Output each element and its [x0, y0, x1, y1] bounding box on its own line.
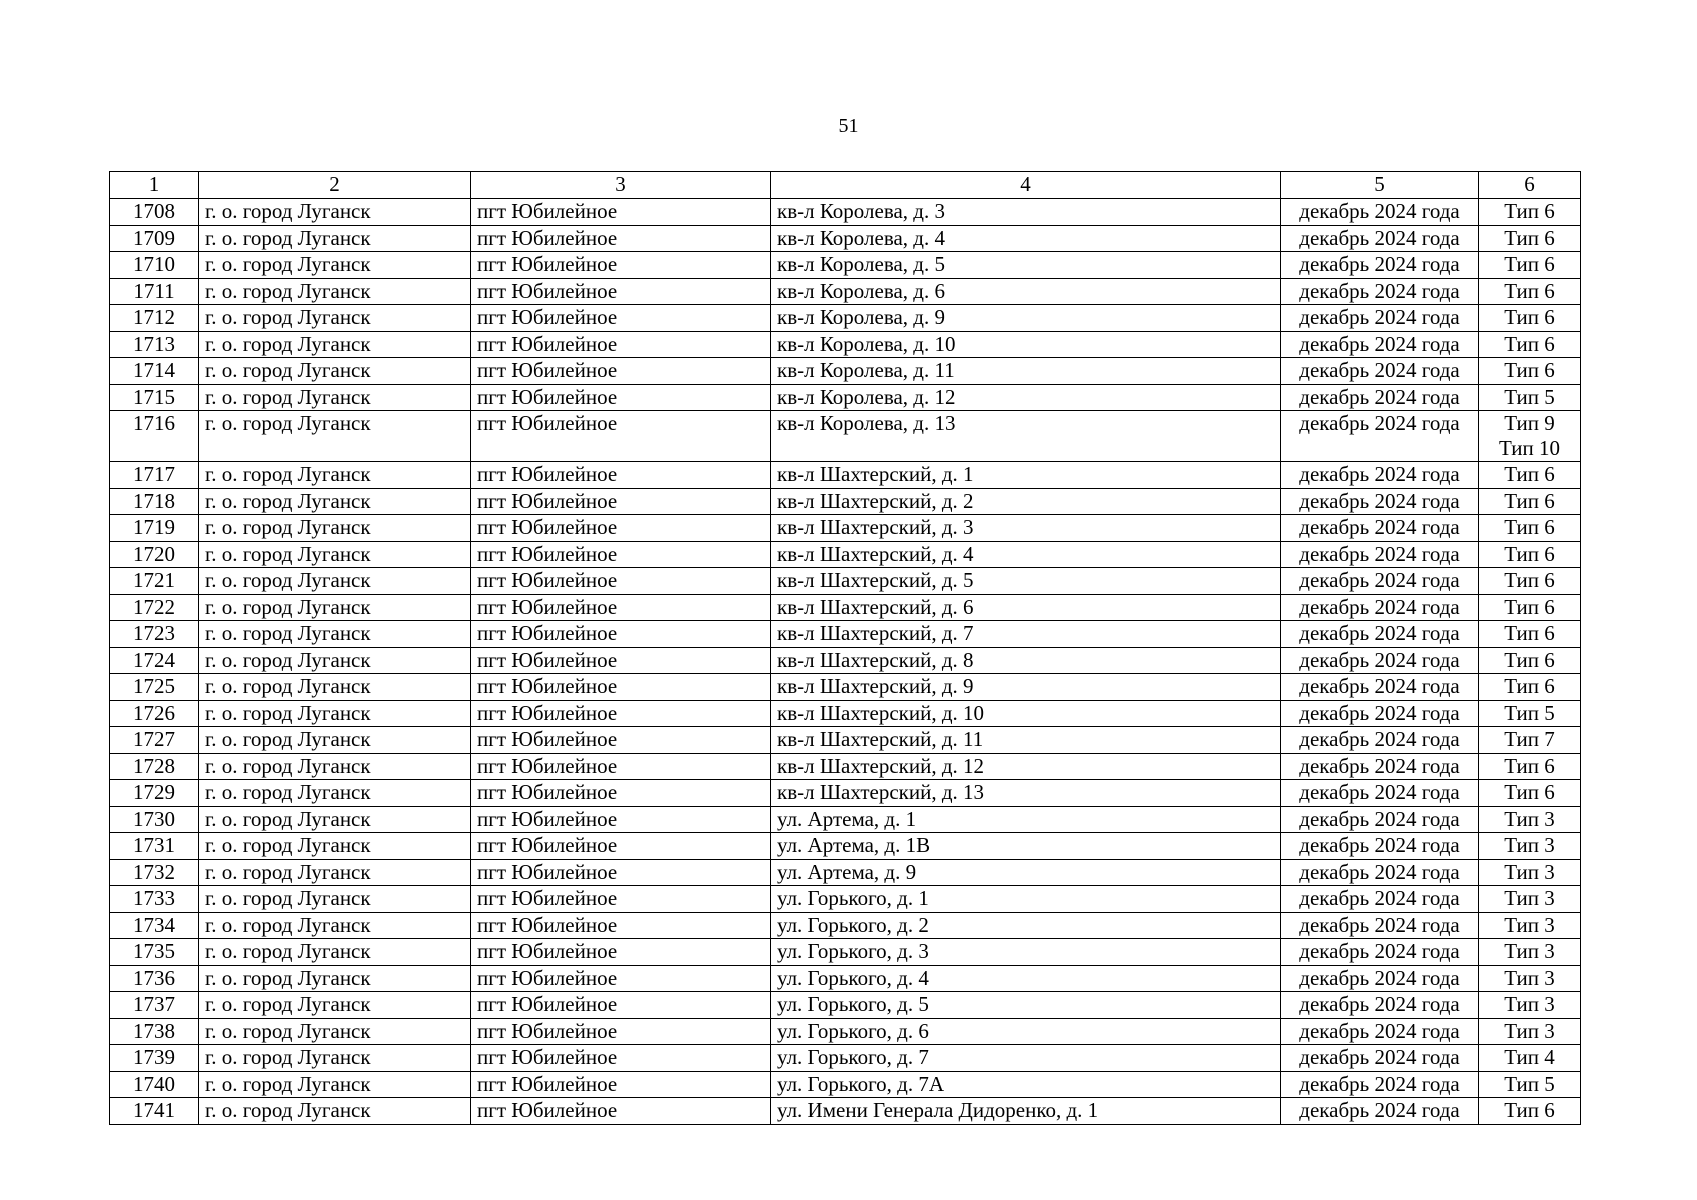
- locality-cell: пгт Юбилейное: [471, 515, 771, 542]
- date-cell: декабрь 2024 года: [1281, 806, 1479, 833]
- type-value: Тип 3: [1504, 965, 1555, 990]
- district-cell: г. о. город Луганск: [199, 965, 471, 992]
- locality-cell: пгт Юбилейное: [471, 965, 771, 992]
- row-number-cell: 1727: [110, 727, 199, 754]
- row-number-cell: 1708: [110, 199, 199, 226]
- address-cell: кв-л Королева, д. 11: [771, 358, 1281, 385]
- locality-cell: пгт Юбилейное: [471, 225, 771, 252]
- table-row: [110, 780, 1581, 807]
- column-header-4: 4: [771, 172, 1281, 199]
- type-value: Тип 9: [1504, 411, 1555, 435]
- address-cell: кв-л Королева, д. 6: [771, 278, 1281, 305]
- district-cell: г. о. город Луганск: [199, 647, 471, 674]
- district-cell: г. о. город Луганск: [199, 331, 471, 358]
- type-value: Тип 7: [1504, 727, 1555, 751]
- table-body: [110, 199, 1581, 1125]
- type-cell: [1479, 859, 1581, 886]
- row-number-cell: 1713: [110, 331, 199, 358]
- type-cell: [1479, 886, 1581, 913]
- address-cell: кв-л Шахтерский, д. 11: [771, 727, 1281, 754]
- table-row: [110, 305, 1581, 332]
- locality-cell: пгт Юбилейное: [471, 780, 771, 807]
- table-row: [110, 1098, 1581, 1125]
- row-number-cell: 1722: [110, 594, 199, 621]
- row-number-cell: 1736: [110, 965, 199, 992]
- table-row: [110, 411, 1581, 462]
- address-cell: ул. Горького, д. 7: [771, 1045, 1281, 1072]
- row-number-cell: 1717: [110, 462, 199, 489]
- type-value: Тип 6: [1504, 621, 1555, 645]
- type-cell: [1479, 647, 1581, 674]
- locality-cell: пгт Юбилейное: [471, 278, 771, 305]
- row-number-cell: 1715: [110, 384, 199, 411]
- registry-table: [109, 171, 1581, 1125]
- table-header-row: [110, 172, 1581, 199]
- date-cell: декабрь 2024 года: [1281, 225, 1479, 252]
- row-number-cell: 1709: [110, 225, 199, 252]
- type-value: Тип 5: [1504, 384, 1555, 409]
- address-cell: кв-л Королева, д. 13: [771, 411, 1281, 462]
- type-value: Тип 6: [1504, 358, 1555, 382]
- locality-cell: пгт Юбилейное: [471, 1071, 771, 1098]
- address-cell: ул. Артема, д. 9: [771, 859, 1281, 886]
- row-number-cell: 1730: [110, 806, 199, 833]
- type-cell: [1479, 727, 1581, 754]
- type-cell: [1479, 833, 1581, 860]
- date-cell: декабрь 2024 года: [1281, 1045, 1479, 1072]
- type-cell: [1479, 225, 1581, 252]
- locality-cell: пгт Юбилейное: [471, 199, 771, 226]
- date-cell: декабрь 2024 года: [1281, 700, 1479, 727]
- row-number-cell: 1740: [110, 1071, 199, 1098]
- district-cell: г. о. город Луганск: [199, 806, 471, 833]
- date-cell: декабрь 2024 года: [1281, 488, 1479, 515]
- address-cell: ул. Артема, д. 1В: [771, 833, 1281, 860]
- table-row: [110, 806, 1581, 833]
- locality-cell: пгт Юбилейное: [471, 674, 771, 701]
- address-cell: кв-л Шахтерский, д. 6: [771, 594, 1281, 621]
- type-cell: [1479, 1098, 1581, 1125]
- district-cell: г. о. город Луганск: [199, 912, 471, 939]
- type-value: Тип 3: [1504, 912, 1555, 937]
- table-row: [110, 647, 1581, 674]
- address-cell: кв-л Шахтерский, д. 12: [771, 753, 1281, 780]
- date-cell: декабрь 2024 года: [1281, 1098, 1479, 1125]
- column-header-5: 5: [1281, 172, 1479, 199]
- date-cell: декабрь 2024 года: [1281, 594, 1479, 621]
- column-header-1: 1: [110, 172, 199, 199]
- table-row: [110, 568, 1581, 595]
- locality-cell: пгт Юбилейное: [471, 700, 771, 727]
- type-cell: [1479, 305, 1581, 332]
- table-row: [110, 833, 1581, 860]
- type-cell: [1479, 594, 1581, 621]
- column-header-3: 3: [471, 172, 771, 199]
- date-cell: декабрь 2024 года: [1281, 541, 1479, 568]
- district-cell: г. о. город Луганск: [199, 780, 471, 807]
- address-cell: ул. Горького, д. 7А: [771, 1071, 1281, 1098]
- table-row: [110, 252, 1581, 279]
- locality-cell: пгт Юбилейное: [471, 806, 771, 833]
- district-cell: г. о. город Луганск: [199, 384, 471, 411]
- address-cell: ул. Горького, д. 4: [771, 965, 1281, 992]
- locality-cell: пгт Юбилейное: [471, 1098, 771, 1125]
- date-cell: декабрь 2024 года: [1281, 278, 1479, 305]
- type-cell: [1479, 358, 1581, 385]
- row-number-cell: 1724: [110, 647, 199, 674]
- district-cell: г. о. город Луганск: [199, 621, 471, 648]
- district-cell: г. о. город Луганск: [199, 886, 471, 913]
- table-row: [110, 1071, 1581, 1098]
- type-value: Тип 6: [1504, 753, 1555, 778]
- table-row: [110, 621, 1581, 648]
- table-row: [110, 939, 1581, 966]
- table-row: [110, 674, 1581, 701]
- district-cell: г. о. город Луганск: [199, 568, 471, 595]
- district-cell: г. о. город Луганск: [199, 1098, 471, 1125]
- address-cell: кв-л Шахтерский, д. 1: [771, 462, 1281, 489]
- type-cell: [1479, 541, 1581, 568]
- date-cell: декабрь 2024 года: [1281, 568, 1479, 595]
- table-row: [110, 199, 1581, 226]
- date-cell: декабрь 2024 года: [1281, 384, 1479, 411]
- locality-cell: пгт Юбилейное: [471, 886, 771, 913]
- locality-cell: пгт Юбилейное: [471, 411, 771, 462]
- type-value: Тип 6: [1504, 568, 1555, 592]
- address-cell: кв-л Шахтерский, д. 9: [771, 674, 1281, 701]
- date-cell: декабрь 2024 года: [1281, 886, 1479, 913]
- type-cell: [1479, 674, 1581, 701]
- district-cell: г. о. город Луганск: [199, 727, 471, 754]
- date-cell: декабрь 2024 года: [1281, 992, 1479, 1019]
- row-number-cell: 1725: [110, 674, 199, 701]
- locality-cell: пгт Юбилейное: [471, 594, 771, 621]
- type-value: Тип 3: [1504, 992, 1555, 1016]
- address-cell: ул. Горького, д. 3: [771, 939, 1281, 966]
- type-value: Тип 5: [1504, 1071, 1555, 1096]
- locality-cell: пгт Юбилейное: [471, 488, 771, 515]
- row-number-cell: 1728: [110, 753, 199, 780]
- locality-cell: пгт Юбилейное: [471, 462, 771, 489]
- row-number-cell: 1714: [110, 358, 199, 385]
- date-cell: декабрь 2024 года: [1281, 305, 1479, 332]
- date-cell: декабрь 2024 года: [1281, 780, 1479, 807]
- type-value: Тип 3: [1504, 833, 1555, 857]
- locality-cell: пгт Юбилейное: [471, 384, 771, 411]
- row-number-cell: 1718: [110, 488, 199, 515]
- date-cell: декабрь 2024 года: [1281, 647, 1479, 674]
- locality-cell: пгт Юбилейное: [471, 859, 771, 886]
- row-number-cell: 1734: [110, 912, 199, 939]
- type-cell: [1479, 331, 1581, 358]
- type-value: Тип 3: [1504, 806, 1555, 831]
- district-cell: г. о. город Луганск: [199, 753, 471, 780]
- district-cell: г. о. город Луганск: [199, 252, 471, 279]
- address-cell: кв-л Шахтерский, д. 7: [771, 621, 1281, 648]
- type-value: Тип 3: [1504, 859, 1555, 884]
- district-cell: г. о. город Луганск: [199, 225, 471, 252]
- locality-cell: пгт Юбилейное: [471, 753, 771, 780]
- type-value: Тип 3: [1504, 886, 1555, 910]
- type-cell: [1479, 199, 1581, 226]
- type-value: Тип 6: [1504, 515, 1555, 539]
- district-cell: г. о. город Луганск: [199, 859, 471, 886]
- locality-cell: пгт Юбилейное: [471, 939, 771, 966]
- table-row: [110, 1045, 1581, 1072]
- row-number-cell: 1726: [110, 700, 199, 727]
- date-cell: декабрь 2024 года: [1281, 621, 1479, 648]
- district-cell: г. о. город Луганск: [199, 674, 471, 701]
- table-row: [110, 331, 1581, 358]
- district-cell: г. о. город Луганск: [199, 515, 471, 542]
- type-value: Тип 6: [1504, 674, 1555, 698]
- type-cell: [1479, 621, 1581, 648]
- page-number: 51: [838, 115, 859, 137]
- locality-cell: пгт Юбилейное: [471, 727, 771, 754]
- type-cell: [1479, 939, 1581, 966]
- locality-cell: пгт Юбилейное: [471, 331, 771, 358]
- locality-cell: пгт Юбилейное: [471, 912, 771, 939]
- locality-cell: пгт Юбилейное: [471, 1018, 771, 1045]
- table-row: [110, 1018, 1581, 1045]
- address-cell: кв-л Шахтерский, д. 4: [771, 541, 1281, 568]
- type-value: Тип 5: [1504, 700, 1555, 725]
- date-cell: декабрь 2024 года: [1281, 358, 1479, 385]
- type-value: Тип 6: [1504, 780, 1555, 804]
- address-cell: ул. Артема, д. 1: [771, 806, 1281, 833]
- row-number-cell: 1716: [110, 411, 199, 462]
- row-number-cell: 1738: [110, 1018, 199, 1045]
- row-number-cell: 1735: [110, 939, 199, 966]
- table-row: [110, 515, 1581, 542]
- type-cell: [1479, 780, 1581, 807]
- type-value: Тип 3: [1504, 1018, 1555, 1043]
- row-number-cell: 1710: [110, 252, 199, 279]
- type-cell: [1479, 806, 1581, 833]
- type-value: Тип 6: [1504, 541, 1555, 566]
- address-cell: кв-л Шахтерский, д. 3: [771, 515, 1281, 542]
- column-header-2: 2: [199, 172, 471, 199]
- row-number-cell: 1721: [110, 568, 199, 595]
- type-value: Тип 6: [1504, 199, 1555, 223]
- type-value: Тип 6: [1504, 252, 1555, 276]
- locality-cell: пгт Юбилейное: [471, 833, 771, 860]
- type-cell: [1479, 912, 1581, 939]
- type-cell: [1479, 1071, 1581, 1098]
- type-value: Тип 6: [1504, 305, 1555, 329]
- locality-cell: пгт Юбилейное: [471, 647, 771, 674]
- date-cell: декабрь 2024 года: [1281, 912, 1479, 939]
- table-row: [110, 859, 1581, 886]
- row-number-cell: 1731: [110, 833, 199, 860]
- type-cell: [1479, 488, 1581, 515]
- type-cell: [1479, 700, 1581, 727]
- type-value: Тип 6: [1504, 331, 1555, 356]
- row-number-cell: 1712: [110, 305, 199, 332]
- locality-cell: пгт Юбилейное: [471, 541, 771, 568]
- date-cell: декабрь 2024 года: [1281, 833, 1479, 860]
- type-value: Тип 4: [1504, 1045, 1555, 1069]
- district-cell: г. о. город Луганск: [199, 992, 471, 1019]
- district-cell: г. о. город Луганск: [199, 1018, 471, 1045]
- table-row: [110, 753, 1581, 780]
- locality-cell: пгт Юбилейное: [471, 621, 771, 648]
- row-number-cell: 1711: [110, 278, 199, 305]
- locality-cell: пгт Юбилейное: [471, 1045, 771, 1072]
- address-cell: кв-л Шахтерский, д. 5: [771, 568, 1281, 595]
- address-cell: кв-л Шахтерский, д. 8: [771, 647, 1281, 674]
- date-cell: декабрь 2024 года: [1281, 1018, 1479, 1045]
- district-cell: г. о. город Луганск: [199, 411, 471, 462]
- district-cell: г. о. город Луганск: [199, 199, 471, 226]
- district-cell: г. о. город Луганск: [199, 541, 471, 568]
- date-cell: декабрь 2024 года: [1281, 674, 1479, 701]
- type-cell: [1479, 515, 1581, 542]
- date-cell: декабрь 2024 года: [1281, 939, 1479, 966]
- district-cell: г. о. город Луганск: [199, 305, 471, 332]
- type-cell: [1479, 992, 1581, 1019]
- address-cell: кв-л Королева, д. 12: [771, 384, 1281, 411]
- table-row: [110, 886, 1581, 913]
- district-cell: г. о. город Луганск: [199, 939, 471, 966]
- row-number-cell: 1733: [110, 886, 199, 913]
- locality-cell: пгт Юбилейное: [471, 252, 771, 279]
- row-number-cell: 1739: [110, 1045, 199, 1072]
- locality-cell: пгт Юбилейное: [471, 568, 771, 595]
- address-cell: кв-л Королева, д. 3: [771, 199, 1281, 226]
- table-row: [110, 462, 1581, 489]
- table-row: [110, 541, 1581, 568]
- type-value: Тип 6: [1504, 278, 1555, 303]
- table-row: [110, 278, 1581, 305]
- table-row: [110, 594, 1581, 621]
- district-cell: г. о. город Луганск: [199, 1071, 471, 1098]
- district-cell: г. о. город Луганск: [199, 278, 471, 305]
- row-number-cell: 1723: [110, 621, 199, 648]
- type-value: Тип 6: [1504, 594, 1555, 619]
- row-number-cell: 1741: [110, 1098, 199, 1125]
- address-cell: кв-л Шахтерский, д. 13: [771, 780, 1281, 807]
- table-row: [110, 358, 1581, 385]
- type-value: Тип 6: [1504, 647, 1555, 672]
- address-cell: кв-л Королева, д. 9: [771, 305, 1281, 332]
- date-cell: декабрь 2024 года: [1281, 1071, 1479, 1098]
- type-value: Тип 6: [1504, 225, 1555, 250]
- date-cell: декабрь 2024 года: [1281, 753, 1479, 780]
- address-cell: кв-л Королева, д. 5: [771, 252, 1281, 279]
- type-cell: [1479, 252, 1581, 279]
- row-number-cell: 1720: [110, 541, 199, 568]
- date-cell: декабрь 2024 года: [1281, 515, 1479, 542]
- address-cell: ул. Горького, д. 5: [771, 992, 1281, 1019]
- district-cell: г. о. город Луганск: [199, 700, 471, 727]
- district-cell: г. о. город Луганск: [199, 594, 471, 621]
- type-cell: [1479, 278, 1581, 305]
- row-number-cell: 1729: [110, 780, 199, 807]
- type-value: Тип 10: [1498, 436, 1561, 460]
- type-cell: [1479, 753, 1581, 780]
- table-row: [110, 727, 1581, 754]
- address-cell: ул. Горького, д. 6: [771, 1018, 1281, 1045]
- address-cell: кв-л Королева, д. 4: [771, 225, 1281, 252]
- type-value: Тип 6: [1504, 1098, 1555, 1122]
- type-cell: [1479, 1018, 1581, 1045]
- column-header-6: 6: [1479, 172, 1581, 199]
- address-cell: ул. Горького, д. 2: [771, 912, 1281, 939]
- date-cell: декабрь 2024 года: [1281, 331, 1479, 358]
- table-row: [110, 700, 1581, 727]
- date-cell: декабрь 2024 года: [1281, 199, 1479, 226]
- district-cell: г. о. город Луганск: [199, 358, 471, 385]
- date-cell: декабрь 2024 года: [1281, 727, 1479, 754]
- type-cell: [1479, 1045, 1581, 1072]
- row-number-cell: 1732: [110, 859, 199, 886]
- locality-cell: пгт Юбилейное: [471, 992, 771, 1019]
- date-cell: декабрь 2024 года: [1281, 411, 1479, 462]
- address-cell: ул. Горького, д. 1: [771, 886, 1281, 913]
- district-cell: г. о. город Луганск: [199, 833, 471, 860]
- date-cell: декабрь 2024 года: [1281, 462, 1479, 489]
- type-cell: [1479, 462, 1581, 489]
- date-cell: декабрь 2024 года: [1281, 859, 1479, 886]
- district-cell: г. о. город Луганск: [199, 462, 471, 489]
- district-cell: г. о. город Луганск: [199, 488, 471, 515]
- type-cell: [1479, 411, 1581, 462]
- row-number-cell: 1737: [110, 992, 199, 1019]
- address-cell: кв-л Шахтерский, д. 10: [771, 700, 1281, 727]
- locality-cell: пгт Юбилейное: [471, 305, 771, 332]
- type-cell: [1479, 568, 1581, 595]
- address-cell: ул. Имени Генерала Дидоренко, д. 1: [771, 1098, 1281, 1125]
- type-cell: [1479, 965, 1581, 992]
- type-value: Тип 3: [1504, 939, 1555, 963]
- locality-cell: пгт Юбилейное: [471, 358, 771, 385]
- table-row: [110, 384, 1581, 411]
- address-cell: кв-л Шахтерский, д. 2: [771, 488, 1281, 515]
- type-value: Тип 6: [1504, 462, 1555, 486]
- table-row: [110, 488, 1581, 515]
- date-cell: декабрь 2024 года: [1281, 965, 1479, 992]
- date-cell: декабрь 2024 года: [1281, 252, 1479, 279]
- type-cell: [1479, 384, 1581, 411]
- table-row: [110, 965, 1581, 992]
- type-value: Тип 6: [1504, 488, 1555, 513]
- table-row: [110, 992, 1581, 1019]
- address-cell: кв-л Королева, д. 10: [771, 331, 1281, 358]
- table-row: [110, 225, 1581, 252]
- row-number-cell: 1719: [110, 515, 199, 542]
- district-cell: г. о. город Луганск: [199, 1045, 471, 1072]
- table-row: [110, 912, 1581, 939]
